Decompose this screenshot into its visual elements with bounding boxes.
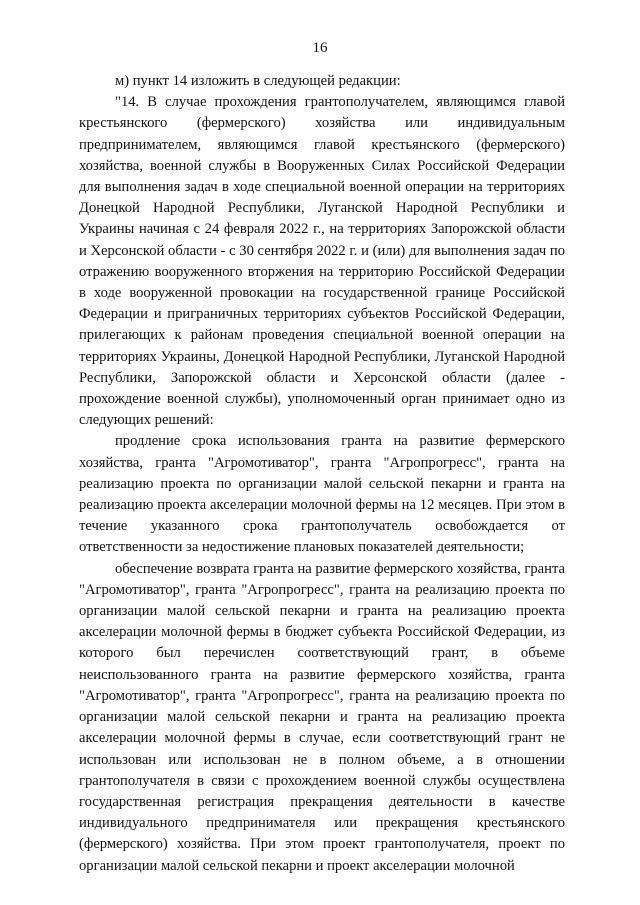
paragraph-grant-return: обеспечение возврата гранта на развитие фермерского хозяйства, гранта "Агромотиватор", гранта "Агропрогресс", гранта на реализацию проекта по организации малой сельской пекарни и гранта на реализацию проекта акселерации молочной фермы в бюджет субъекта Российской Федерации, из которого был перечислен соответствующий грант, в объеме неиспользованного гранта на развитие фермерского хозяйства, гранта "Агромотиватор", гранта "Агропрогресс", гранта на реализацию проекта по организации малой сельской пекарни и гранта на реализацию проекта акселерации молочной фермы в случае, если соответствующий грант не использован или использован не в полном объеме, а в отношении грантополучателя в связи с прохождением военной службы осуществлена государственная регистрация прекращения деятельности в качестве индивидуального предпринимателя или прекращения крестьянского (фермерского) хозяйства. При этом проект грантополучателя, проект по организации малой сельской пекарни и проект акселерации молочной [79, 560, 565, 874]
document-body [79, 71, 565, 877]
page-number: 16 [312, 40, 328, 56]
paragraph-grant-extension: продление срока использования гранта на развитие фермерского хозяйства, гранта "Агромотиватор", гранта "Агропрогресс", гранта на реализацию проекта по организации малой сельской пекарни и гранта на реализацию проекта акселерации молочной фермы на 12 месяцев. При этом в течение указанного срока грантополучатель освобождается от ответственности за недостижение плановых показателей деятельности; [79, 433, 565, 556]
paragraph-amendment-intro: м) пункт 14 изложить в следующей редакции: [115, 73, 401, 89]
paragraph-clause-14: "14. В случае прохождения грантополучателем, являющимся главой крестьянского (фермерского) хозяйства или индивидуальным предпринимателем, являющимся главой крестьянского (фермерского) хозяйства, военной службы в Вооруженных Силах Российской Федерации для выполнения задач в ходе специальной военной операции на территориях Донецкой Народной Республики, Луганской Народной Республики и Украины начиная с 24 февраля 2022 г., на территориях Запорожской области и Херсонской области - с 30 сентября 2022 г. и (или) для выполнения задач по отражению вооруженного вторжения на территорию Российской Федерации в ходе вооруженной провокации на государственной границе Российской Федерации и приграничных территориях субъектов Российской Федерации, прилегающих к районам проведения специальной военной операции на территориях Украины, Донецкой Народной Республики, Луганской Народной Республики, Запорожской области и Херсонской области (далее - прохождение военной службы), уполномоченный орган принимает одно из следующих решений: [79, 94, 565, 429]
